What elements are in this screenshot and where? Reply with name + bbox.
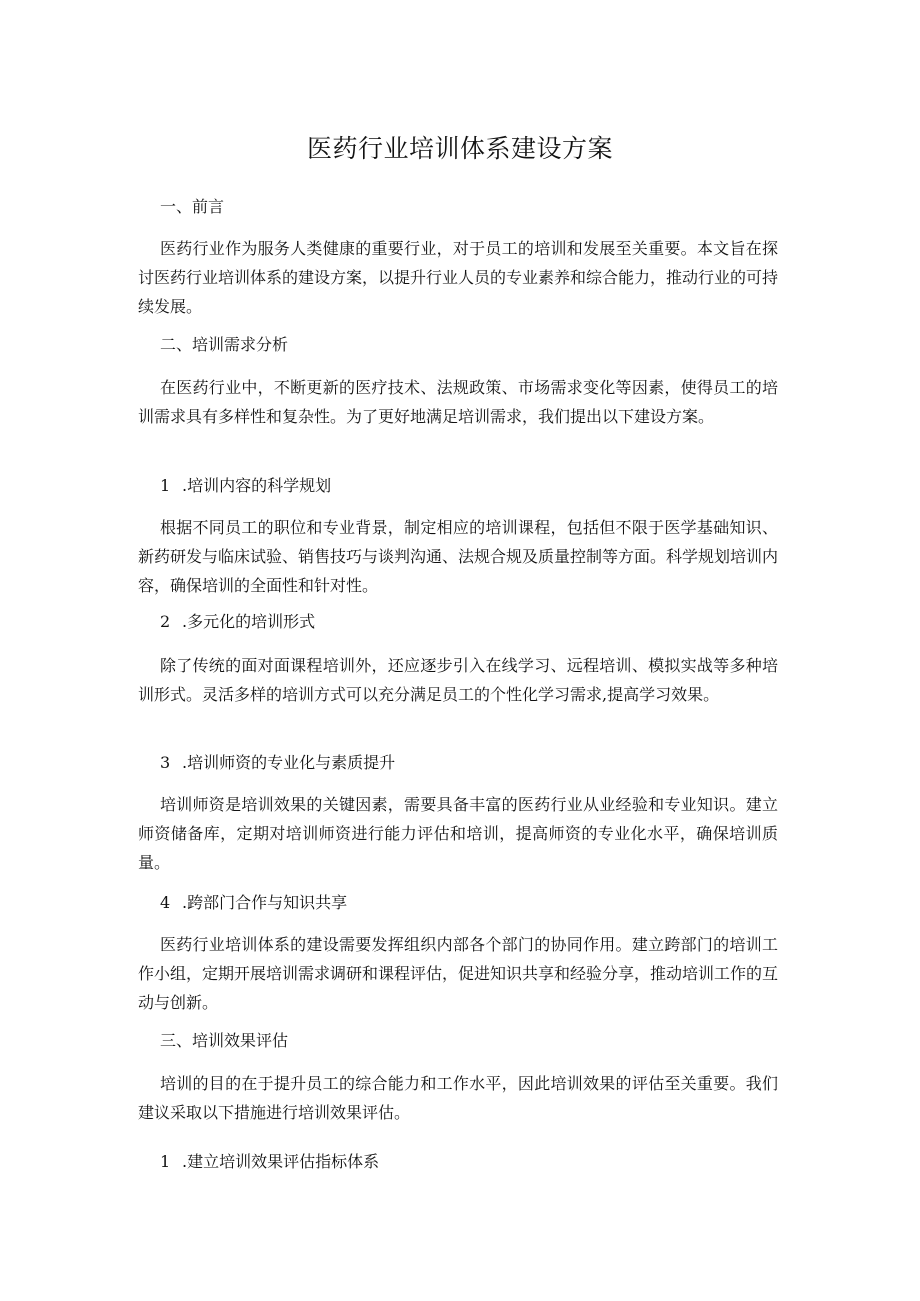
paragraph-item-2: 除了传统的面对面课程培训外，还应逐步引入在线学习、远程培训、模拟实战等多种培训形式。灵活多样的培训方式可以充分满足员工的个性化学习需求,提高学习效果。 [138,656,778,704]
subheading-item-2 [160,610,315,634]
section-heading-preface: 一、前言 [160,197,225,216]
item-number: 3 [160,753,171,772]
subheading-item-1 [160,474,331,498]
subheading-item-4 [160,891,347,915]
section-heading-needs-analysis: 二、培训需求分析 [160,335,289,354]
item-number: 2 [160,612,171,631]
item-number: 4 [160,893,171,912]
paragraph-needs-analysis: 在医药行业中，不断更新的医疗技术、法规政策、市场需求变化等因素，使得员工的培训需求具有多样性和复杂性。为了更好地满足培训需求，我们提出以下建设方案。 [138,378,778,426]
item-title: .多元化的培训形式 [182,612,316,631]
item-title: .培训师资的专业化与素质提升 [182,753,396,772]
paragraph-item-3: 培训师资是培训效果的关键因素，需要具备丰富的医药行业从业经验和专业知识。建立师资储备库，定期对培训师资进行能力评估和培训，提高师资的专业化水平，确保培训质量。 [138,795,778,872]
paragraph-preface: 医药行业作为服务人类健康的重要行业，对于员工的培训和发展至关重要。本文旨在探讨医药行业培训体系的建设方案，以提升行业人员的专业素养和综合能力，推动行业的可持续发展。 [138,239,779,316]
document-title: 医药行业培训体系建设方案 [306,134,613,163]
subheading-item-3 [160,751,395,775]
paragraph-item-4: 医药行业培训体系的建设需要发挥组织内部各个部门的协同作用。建立跨部门的培训工作小组，定期开展培训需求调研和课程评估，促进知识共享和经验分享，推动培训工作的互动与创新。 [138,935,779,1012]
section-heading-evaluation: 三、培训效果评估 [160,1031,289,1050]
item-title: .培训内容的科学规划 [182,476,332,495]
paragraph-evaluation: 培训的目的在于提升员工的综合能力和工作水平，因此培训效果的评估至关重要。我们建议采取以下措施进行培训效果评估。 [138,1074,778,1122]
item-number: 1 [160,1152,171,1171]
item-number: 1 [160,476,171,495]
paragraph-item-1: 根据不同员工的职位和专业背景，制定相应的培训课程，包括但不限于医学基础知识、新药研发与临床试验、销售技巧与谈判沟通、法规合规及质量控制等方面。科学规划培训内容，确保培训的全面性和针对性。 [138,518,779,595]
subheading-evaluation-item-1 [160,1150,379,1174]
item-title: .跨部门合作与知识共享 [182,893,348,912]
item-title: .建立培训效果评估指标体系 [182,1152,380,1171]
